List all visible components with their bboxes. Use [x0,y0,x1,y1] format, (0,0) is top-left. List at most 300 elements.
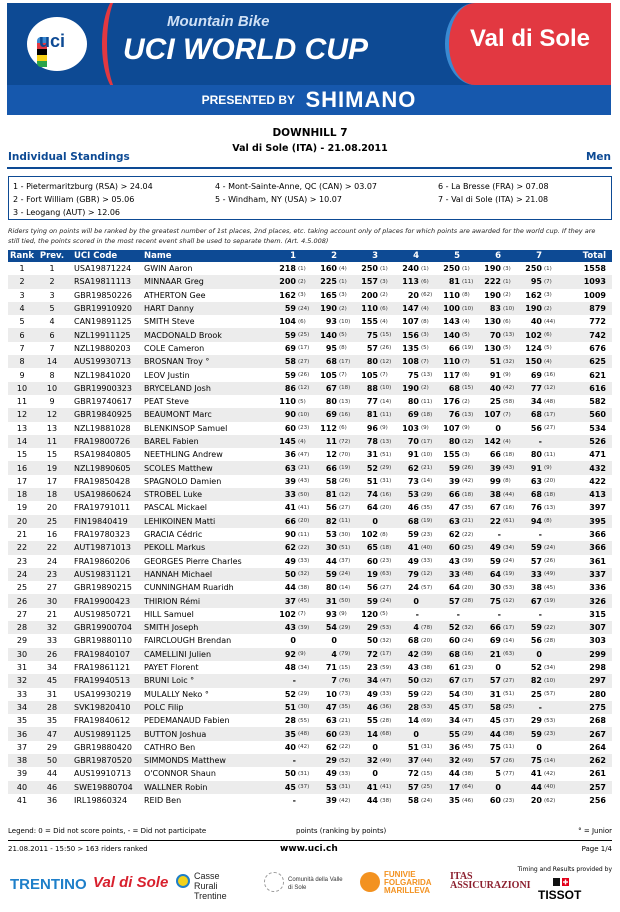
event-6-place: (53) [503,584,515,591]
table-row [8,422,612,435]
event-4-place: (9) [421,425,429,432]
uci-code-cell: RSA19811113 [74,277,131,287]
event-3-points: 74 [366,490,378,500]
event-7-points: - [538,609,542,619]
event-6-points: 49 [489,543,501,553]
event-title: DOWNHILL 7 [272,127,348,139]
event-1-points: 28 [284,716,296,726]
rank-cell: 24 [16,569,28,579]
total-points-cell: 298 [589,663,606,673]
event-6-points: 57 [489,756,501,766]
event-5-place: (39) [462,558,474,565]
col-name: Name [144,251,172,261]
event-4-place: (18) [421,411,433,418]
event-6-place [501,422,518,435]
event-2-points: 69 [325,410,337,420]
event-7-points: 67 [530,596,542,606]
uci-code-cell: FRA19900423 [74,596,131,606]
rank-cell: 4 [19,304,25,314]
event-7-place: (44) [544,318,556,325]
event-5-place: (7) [462,358,470,365]
total-points-cell: 676 [589,343,606,353]
folgarida-emblem-icon [360,872,380,892]
event-1-place [296,634,313,647]
event-4-points: 108 [402,357,419,367]
event-1-place: (6) [298,318,306,325]
table-row [8,754,612,767]
event-2-place: (29) [339,624,351,631]
event-3-points: 32 [366,756,378,766]
total-points-cell: 261 [589,769,606,779]
event-5-points: 52 [448,623,460,633]
event-4-place: (4) [421,305,429,312]
event-7-points: 150 [525,357,542,367]
rider-name-cell: MULALLY Neko ° [144,689,209,699]
event-7-points: 40 [530,317,542,327]
event-7-points: 77 [530,383,542,393]
event-6-points: 0 [495,782,501,792]
event-6-points: 142 [484,437,501,446]
event-1-place: (31) [298,770,310,777]
event-2-place: (23) [339,731,351,738]
event-6-place: (61) [503,518,515,525]
rank-cell: 39 [16,769,28,779]
uci-code-cell: GBR19900704 [74,623,132,633]
total-points-cell: 366 [589,543,606,553]
event-1-points: 200 [279,277,296,287]
event-7-place: (23) [544,731,556,738]
event-6-place: (18) [503,451,515,458]
event-2-points: 0 [331,636,337,646]
event-item: 2 - Fort William (GBR) > 05.06 [13,195,135,204]
event-3-points: 49 [366,689,378,699]
prev-rank-cell: 5 [49,304,55,314]
uci-code-cell: IRL19860324 [74,796,128,806]
swiss-flag-icon [553,878,569,886]
event-5-points: 64 [448,583,460,593]
uci-code-cell: GBR19900323 [74,383,132,393]
event-5-points: 33 [448,569,460,579]
rank-cell: 25 [16,583,28,593]
event-6-points: 21 [489,649,501,659]
event-3-points: 78 [366,437,378,446]
prev-rank-cell: 17 [46,476,58,486]
event-7-place: (48) [544,398,556,405]
event-6-points: 70 [489,330,501,340]
event-1-points: 60 [284,423,296,433]
event-7-points: 190 [525,304,542,314]
rider-name-cell: THIRION Rémi [144,596,201,606]
uci-code-cell: USA19930219 [74,689,132,699]
event-6-points: 130 [484,343,501,353]
event-3-place: (59) [380,664,392,671]
prev-rank-cell: 22 [46,543,58,553]
event-2-points: 59 [325,569,337,579]
event-2-place: (14) [339,584,351,591]
table-row [8,594,612,607]
total-points-cell: 326 [589,596,606,606]
event-6-points: 0 [495,663,501,673]
event-3-place: (63) [380,571,392,578]
prev-rank-cell: 29 [46,742,58,752]
event-6-points: 22 [489,516,501,526]
event-2-points: 165 [320,290,337,300]
event-5-place: (42) [462,478,474,485]
event-4-points: 107 [402,317,419,327]
event-2-place: (73) [339,691,351,698]
rider-name-cell: LEHIKOINEN Matti [144,516,216,526]
event-4-place: (14) [421,478,433,485]
footer-divider [8,840,612,841]
event-5-place: (2) [462,398,470,405]
event-7-place [542,608,559,621]
event-1-place: (29) [298,691,310,698]
event-2-points: 71 [325,663,337,673]
event-2-place: (24) [339,571,351,578]
uci-code-cell: FRA19840612 [74,716,131,726]
event-4-place: (11) [421,398,433,405]
event-5-points: 155 [443,450,460,460]
event-1-points: 86 [284,383,296,393]
rider-name-cell: COLE Cameron [144,343,205,353]
event-6-place: (24) [503,558,515,565]
table-row [8,794,612,807]
event-5-place: (24) [462,637,474,644]
table-row [8,355,612,368]
event-2-points: 112 [320,423,337,433]
prev-rank-cell: 35 [46,716,58,726]
rider-name-cell: NEETHLING Andrew [144,450,223,460]
event-1-points: 110 [279,397,296,407]
event-2-place: (35) [339,704,351,711]
event-4-place: (8) [421,318,429,325]
table-row [8,714,612,727]
event-5-place: (23) [462,664,474,671]
rank-cell: 12 [16,410,28,420]
event-2-points: 54 [325,623,337,633]
event-3-place: (6) [380,305,388,312]
event-1-points: 58 [284,357,296,367]
event-2-place: (70) [339,451,351,458]
col-event-1: 1 [290,251,296,261]
prev-rank-cell: 31 [46,689,58,699]
event-5-points: 117 [443,370,460,380]
timing-label: Timing and Results provided by [517,866,612,873]
prev-rank-cell: 4 [49,317,55,327]
col-prev: Prev. [39,251,65,261]
event-7-place [542,701,559,714]
event-7-place: (26) [544,558,556,565]
event-4-points: 14 [407,716,419,726]
table-row [8,688,612,701]
event-2-points: 12 [325,450,337,460]
event-7-place: (5) [544,345,552,352]
event-1-place: (32) [298,571,310,578]
event-7-place: (2) [544,305,552,312]
event-3-points: 250 [361,264,378,274]
total-points-cell: 560 [589,410,606,420]
event-5-place: (26) [462,465,474,472]
col-total: Total [582,251,606,261]
event-1-place: (27) [298,358,310,365]
event-6-place: (5) [503,345,511,352]
total-points-cell: 413 [589,490,606,500]
event-5-points: 45 [448,702,460,712]
rider-name-cell: PEKOLL Markus [144,543,206,553]
event-4-place: (13) [421,372,433,379]
event-item: 6 - La Bresse (FRA) > 07.08 [438,182,549,191]
total-points-cell: 303 [589,636,606,646]
event-7-points: - [538,530,542,540]
event-5-place: (4) [462,318,470,325]
event-6-points: 45 [489,716,501,726]
event-2-points: 66 [325,463,337,473]
rank-cell: 21 [16,530,28,540]
event-1-points: 45 [284,782,296,792]
event-7-place: (20) [544,478,556,485]
events-list [8,176,612,220]
event-1-points: 162 [279,290,296,300]
uci-code-cell: FIN19840419 [74,516,128,526]
event-7-place: (34) [544,664,556,671]
venue-panel [445,3,611,85]
event-2-points: 11 [325,437,337,446]
event-6-place: (6) [503,318,511,325]
event-5-place: (28) [462,598,474,605]
uci-code-cell: USA19871224 [74,264,132,274]
rider-name-cell: GRACIA Cédric [144,530,203,540]
rank-cell: 37 [16,742,28,752]
event-4-points: 51 [407,742,419,752]
total-points-cell: 772 [589,317,606,327]
event-1-place: (2) [298,278,306,285]
prev-rank-cell: 24 [46,556,58,566]
total-points-cell: 361 [589,556,606,566]
event-1-points: 0 [290,636,296,646]
event-4-place [419,594,436,607]
rider-name-cell: POLC Filip [144,702,184,712]
event-3-points: 51 [366,476,378,486]
event-4-place: (62) [421,292,433,299]
event-1-points: 66 [284,516,296,526]
event-3-points: 44 [366,796,378,806]
event-2-place: (16) [339,411,351,418]
event-1-place [296,794,313,807]
uci-code-cell: FRA19780323 [74,530,131,540]
event-2-points: 10 [325,689,337,699]
event-1-place: (3) [298,292,306,299]
event-3-points: 60 [366,556,378,566]
event-2-points: 80 [325,583,337,593]
rank-cell: 32 [16,676,28,686]
event-4-points: 37 [407,756,419,766]
total-points-cell: 257 [589,782,606,792]
event-7-points: 102 [525,330,542,340]
uci-code-cell: CAN19891125 [74,317,132,327]
uci-logo [27,17,87,71]
event-6-points: 51 [489,357,501,367]
event-6-points: 39 [489,463,501,473]
total-points-cell: 280 [589,689,606,699]
event-5-points: 55 [448,729,460,739]
event-1-points: - [292,796,296,806]
event-4-place: (23) [421,531,433,538]
event-1-points: - [292,756,296,766]
event-5-place: (30) [462,691,474,698]
event-1-place: (10) [298,411,310,418]
event-6-points: 44 [489,729,501,739]
rank-cell: 10 [16,383,28,393]
total-points-cell: 299 [589,649,606,659]
event-6-place: (43) [503,465,515,472]
uci-code-cell: FRA19850428 [74,476,131,486]
event-5-place: (37) [462,704,474,711]
event-4-points: 190 [402,383,419,393]
event-4-points: 80 [407,397,419,407]
event-2-points: 47 [325,702,337,712]
event-5-place: (21) [462,518,474,525]
event-1-place: (7) [298,611,306,618]
event-6-place: (63) [503,651,515,658]
rank-cell: 18 [16,490,28,500]
prev-rank-cell: 9 [49,397,55,407]
event-7-points: 56 [530,423,542,433]
event-6-points: 75 [489,742,501,752]
event-3-place: (28) [380,717,392,724]
rider-name-cell: SCOLES Matthew [144,463,213,473]
event-4-points: 53 [407,490,419,500]
event-1-points: 102 [279,609,296,619]
event-4-points: 72 [407,769,419,779]
event-7-place: (3) [544,292,552,299]
event-2-place: (27) [339,504,351,511]
event-3-place: (16) [380,491,392,498]
prev-rank-cell: 13 [46,423,58,433]
event-5-points: 35 [448,796,460,806]
event-7-place: (8) [544,518,552,525]
uci-code-cell: NZL19881028 [74,423,131,433]
event-4-points: 68 [407,636,419,646]
event-4-points: 91 [407,450,419,460]
event-6-points: 67 [489,503,501,513]
title-divider [7,167,612,169]
event-3-points: 110 [361,304,378,314]
event-6-points: - [497,609,501,619]
prev-rank-cell: 45 [46,676,58,686]
event-2-points: 95 [325,343,337,353]
event-7-points: 44 [530,782,542,792]
event-3-points: 81 [366,410,378,420]
rider-name-cell: FAIRCLOUGH Brendan [144,636,232,646]
event-3-points: 0 [372,769,378,779]
event-7-points: 41 [530,769,542,779]
rank-cell: 14 [16,437,28,446]
rank-cell: 35 [16,716,28,726]
col-event-6: 6 [495,251,501,261]
table-row [8,461,612,474]
rank-cell: 13 [16,423,28,433]
table-row [8,488,612,501]
rank-cell: 33 [16,689,28,699]
event-4-place: (19) [421,518,433,525]
total-points-cell: 336 [589,583,606,593]
rider-name-cell: CATHRO Ben [144,742,196,752]
rank-cell: 41 [16,796,28,806]
event-7-place: (53) [544,717,556,724]
footer-website-link[interactable]: www.uci.ch [280,844,338,854]
event-4-points: 135 [402,343,419,353]
uci-code-cell: GBR19840925 [74,410,132,420]
event-1-place: (34) [298,664,310,671]
event-2-place: (17) [339,358,351,365]
event-6-place: (77) [503,770,515,777]
table-row [8,342,612,355]
event-6-place: (23) [503,797,515,804]
col-rank: Rank [10,251,34,261]
col-event-7: 7 [536,251,542,261]
event-7-place: (19) [544,598,556,605]
rank-cell: 36 [16,729,28,739]
event-6-place: (51) [503,691,515,698]
event-2-place: (50) [339,598,351,605]
event-3-place: (32) [380,637,392,644]
event-4-points: 24 [407,583,419,593]
event-5-points: 107 [443,423,460,433]
event-5-points: 80 [448,437,460,446]
event-2-points: 58 [325,476,337,486]
event-4-points: 73 [407,476,419,486]
total-points-cell: 534 [589,423,606,433]
event-6-place: (44) [503,491,515,498]
table-row [8,368,612,381]
event-7-place: (12) [544,385,556,392]
event-2-place: (51) [339,544,351,551]
event-2-points: 93 [325,609,337,619]
event-6-points: - [497,530,501,540]
event-7-place: (10) [544,677,556,684]
uci-code-cell: GBR19890215 [74,583,132,593]
event-4-place: (2) [421,385,429,392]
event-2-place: (37) [339,558,351,565]
uci-code-cell: FRA19940513 [74,676,131,686]
table-row [8,408,612,421]
event-2-points: 53 [325,530,337,540]
event-3-points: 120 [361,609,378,619]
table-row [8,648,612,661]
prev-rank-cell: 16 [46,530,58,540]
event-7-place: (16) [544,372,556,379]
event-1-place: (12) [298,385,310,392]
prev-rank-cell: 36 [46,796,58,806]
event-7-points: 56 [530,636,542,646]
event-3-points: 72 [366,649,378,659]
page-title: Individual Standings [8,151,130,163]
col-event-3: 3 [372,251,378,261]
rank-cell: 11 [16,397,28,407]
rank-cell: 19 [16,503,28,513]
page-number: Page 1/4 [581,845,612,853]
event-4-points: 50 [407,676,419,686]
table-row [8,328,612,341]
total-points-cell: 526 [589,437,606,446]
event-7-points: 82 [530,676,542,686]
event-5-points: 17 [448,782,460,792]
event-7-points: 63 [530,476,542,486]
event-1-place: (5) [298,398,306,405]
total-points-cell: 621 [589,370,606,380]
event-6-points: 130 [484,317,501,327]
rank-cell: 31 [16,663,28,673]
